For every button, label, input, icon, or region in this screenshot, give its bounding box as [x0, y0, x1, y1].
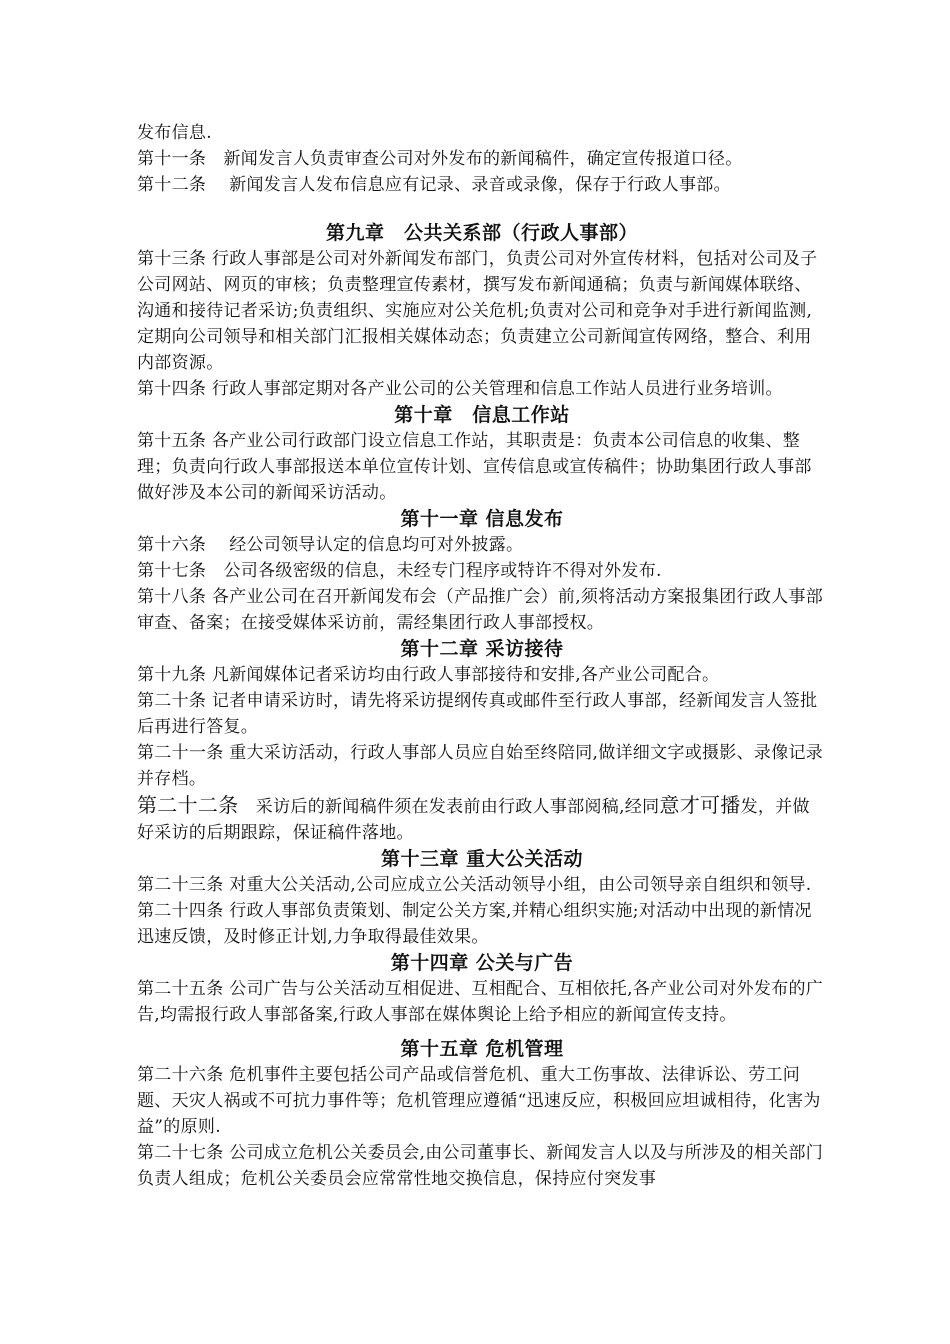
article-24: 第二十四条 行政人事部负责策划、制定公关方案,并精心组织实施;对活动中出现的新情况迅速反馈，及时修正计划,力争取得最佳效果。 [137, 901, 812, 947]
article-19: 第十九条 凡新闻媒体记者采访均由行政人事部接待和安排,各产业公司配合。 [137, 665, 720, 685]
paragraph: 发布信息. [137, 123, 212, 143]
article-14: 第十四条 行政人事部定期对各产业公司的公关管理和信息工作站人员进行业务培训。 [137, 379, 783, 399]
document-body [137, 120, 827, 1192]
article-27: 第二十七条 公司成立危机公关委员会,由公司董事长、新闻发言人以及与所涉及的相关部门负责人组成；危机公关委员会应常常性地交换信息，保持应付突发事 [137, 1143, 824, 1189]
article-18: 第十八条 各产业公司在召开新闻发布会（产品推广会）前,须将活动方案报集团行政人事部审查、备案；在接受媒体采访前，需经集团行政人事部授权。 [137, 587, 824, 633]
spacer [137, 1028, 827, 1036]
article-23: 第二十三条 对重大公关活动,公司应成立公关活动领导小组，由公司领导亲自组织和领导. [137, 875, 812, 895]
article-16: 第十六条 经公司领导认定的信息均可对外披露。 [137, 535, 524, 555]
chapter-9-heading: 第九章 公共关系部（行政人事部） [325, 222, 638, 244]
chapter-10-heading: 第十章 信息工作站 [394, 404, 570, 426]
chapter-13-heading: 第十三章 重大公关活动 [380, 848, 584, 870]
article-22-text-end: 发，并做好采访的后期跟踪，保证稿件落地。 [137, 797, 810, 843]
spacer [137, 198, 827, 220]
article-25: 第二十五条 公司广告与公关活动互相促进、互相配合、互相依托,各产业公司对外发布的广告,均需报行政人事部备案,行政人事部在媒体舆论上给予相应的新闻宣传支持。 [137, 979, 824, 1025]
chapter-15-heading: 第十五章 危机管理 [400, 1038, 564, 1060]
article-22-number: 第二十二条 [137, 793, 239, 817]
article-11: 第十一条 新闻发言人负责审查公司对外发布的新闻稿件，确定宣传报道口径。 [137, 149, 743, 169]
article-13: 第十三条 行政人事部是公司对外新闻发布部门，负责公司对外宣传材料，包括对公司及子公司网站、网页的审核；负责整理宣传素材，撰写发布新闻通稿；负责与新闻媒体联络、沟通和接待记者采访;负责组织、实施应对公关危机;负责对公司和竞争对手进行新闻监测,定期向公司领导和相关部门汇报相关媒体动态；负责建立公司新闻宣传网络，整合、利用内部资源。 [137, 249, 818, 373]
article-26: 第二十六条 危机事件主要包括公司产品或信誉危机、重大工伤事故、法律诉讼、劳工问题、天灾人祸或不可抗力事件等；危机管理应遵循“迅速反应，积极回应坦诚相待，化害为益”的原则. [137, 1065, 821, 1137]
article-17: 第十七条 公司各级密级的信息，未经专门程序或特许不得对外发布. [137, 561, 662, 581]
chapter-14-heading: 第十四章 公关与广告 [390, 952, 574, 974]
article-12: 第十二条 新闻发言人发布信息应有记录、录音或录像，保存于行政人事部。 [137, 175, 731, 195]
article-15: 第十五条 各产业公司行政部门设立信息工作站，其职责是：负责本公司信息的收集、整理；负责向行政人事部报送本单位宣传计划、宣传信息或宣传稿件；协助集团行政人事部做好涉及本公司的新闻采访活动。 [137, 431, 812, 503]
article-20: 第二十条 记者申请采访时，请先将采访提纲传真或邮件至行政人事部，经新闻发言人签批后再进行答复。 [137, 691, 818, 737]
chapter-12-heading: 第十二章 采访接待 [400, 638, 564, 660]
article-22 [137, 792, 827, 846]
article-22-text: 采访后的新闻稿件须在发表前由行政人事部阅稿,经同 [238, 797, 660, 817]
chapter-11-heading: 第十一章 信息发布 [400, 508, 564, 530]
article-21: 第二十一条 重大采访活动，行政人事部人员应自始至终陪同,做详细文字或摄影、录像记录并存档。 [137, 743, 824, 789]
article-22-text-large: 意才可播 [659, 793, 741, 817]
